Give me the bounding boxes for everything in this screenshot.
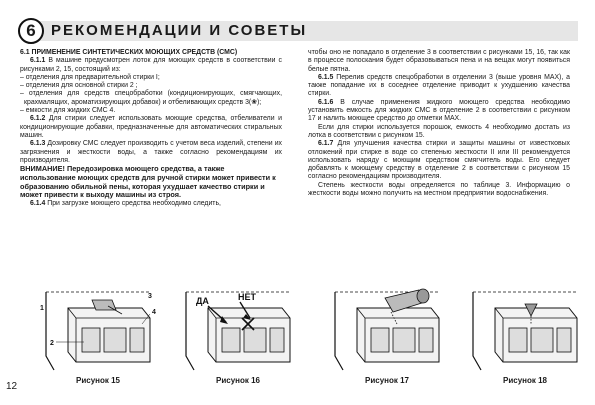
softener-drawer-illustration [465, 284, 585, 376]
figure-caption: Рисунок 18 [503, 376, 547, 385]
paragraph-6-1-4: 6.1.4 При загрузке моющего средства необходимо следить, [30, 199, 221, 207]
list-item: – отделения для основной стирки 2 ; [20, 82, 138, 90]
paragraph-6-1-7: 6.1.7 Для улучшения качества стирки и защиты машины от известковых отложений при стирке в воде со степенью жесткости II или III рекомендуется использовать наряду с моющим средством смягчитель воды. Его следует добавлять к моющему средству в отделение 2 в соответствии с рисунком 15 согласно рекомендациям производителя. [308, 140, 571, 181]
page-header [18, 18, 578, 44]
left-column [20, 49, 282, 208]
page-title: РЕКОМЕНДАЦИИ И СОВЕТЫ [51, 22, 308, 39]
figure-caption: Рисунок 16 [216, 376, 260, 385]
label-no: НЕТ [238, 292, 256, 302]
figure-caption: Рисунок 15 [76, 376, 120, 385]
section-heading: 6.1 ПРИМЕНЕНИЕ СИНТЕТИЧЕСКИХ МОЮЩИХ СРЕДСТВ (СМС) [20, 49, 238, 56]
label-1: 1 [40, 305, 44, 312]
label-2: 2 [50, 340, 54, 347]
right-column [308, 49, 570, 198]
paragraph-continuation: чтобы оно не попадало в отделение 3 в соответствии с рисунками 15, 16, так как в процессе полоскания будет образовываться пена и на вещах могут появиться белые пятна. [308, 49, 570, 73]
title-bar [31, 21, 578, 41]
detergent-drawer-illustration [178, 284, 298, 376]
detergent-drawer-illustration [38, 284, 158, 376]
chapter-number: 6 [18, 18, 44, 44]
list-item: – отделения для средств спецобработки (кондиционирующих, смягчающих, крахмалящих, ароматизирующих добавок) и отбеливающих средств 3(❀); [20, 90, 282, 106]
figure-18 [465, 284, 585, 385]
label-3: 3 [148, 293, 152, 300]
liquid-container-illustration [327, 284, 447, 376]
paragraph-powder: Если для стирки используется порошок, емкость 4 необходимо достать из лотка в соответствии с рисунком 15. [308, 123, 570, 139]
label-4: 4 [152, 309, 156, 316]
figure-16 [178, 284, 298, 385]
paragraph-6-1-5: 6.1.5 Перелив средств спецобработки в отделении 3 (выше уровня MAX), а также попадание их в соседнее отделение приводит к ухудшению качества стирки. [308, 73, 570, 98]
paragraph-6-1-6: 6.1.6 В случае применения жидкого моющего средства необходимо установить емкость для жидких СМС в отделение 2 в соответствии с рисунком 17 и налить моющее средство до отметки MAX. [308, 98, 570, 123]
figure-15 [38, 284, 158, 385]
page-number: 12 [6, 381, 18, 392]
paragraph-6-1-3: 6.1.3 Дозировку СМС следует производить с учетом веса изделий, степени их загрязнения и жесткости воды, а также согласно рекомендациям их производителя. [20, 140, 282, 164]
figure-17 [327, 284, 447, 385]
list-item: – емкости для жидких СМС 4. [20, 107, 116, 115]
paragraph-hardness: Степень жесткости воды определяется по таблице 3. Информацию о жесткости воды можно получить на местном предприятии водоснабжения. [308, 181, 570, 198]
figure-caption: Рисунок 17 [365, 376, 409, 385]
label-yes: ДА [196, 296, 209, 306]
list-item: – отделения для предварительной стирки I; [20, 73, 160, 81]
paragraph-6-1-2: 6.1.2 Для стирки следует использовать моющие средства, отбеливатели и кондиционирующие добавки, предназначенные для автоматических стиральных машин. [20, 115, 282, 139]
paragraph-6-1-1: 6.1.1 В машине предусмотрен лоток для моющих средств в соответствии с рисунками 2, 15, состоящий из: [20, 57, 282, 73]
warning-text: ВНИМАНИЕ! Передозировка моющего средства, а также использование моющих средств для ручной стирки может привести к образованию обильной пены, которая ухудшает качество стирки и может привести к выходу машины из строя. [20, 164, 276, 200]
